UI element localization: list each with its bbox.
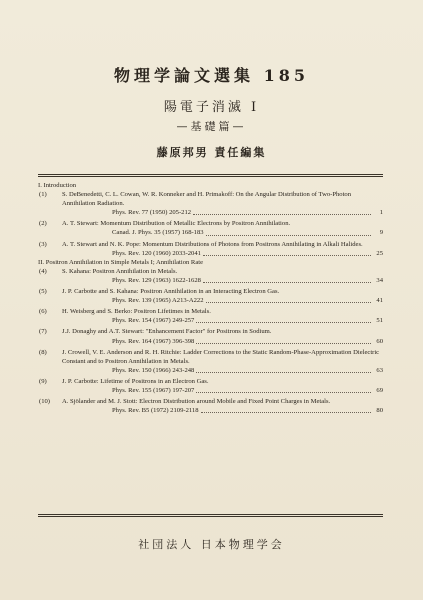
toc-item-text: A. Sjölander and M. J. Stott: Electron Distribution around Mobile and Fixed Point Charges in Metals. <box>62 398 331 406</box>
toc-item-reference-row <box>62 366 383 375</box>
toc-item-reference-row <box>62 386 383 395</box>
toc-item-reference-row <box>62 208 383 217</box>
dot-leader <box>193 208 371 215</box>
toc-item-number: (1) <box>39 191 47 199</box>
toc-item-reference: Phys. Rev. 150 (1966) 243-248 <box>112 366 195 374</box>
publisher-name: 社団法人 日本物理学会 <box>138 538 285 551</box>
bottom-rule <box>38 514 383 515</box>
toc-item-reference: Phys. Rev. B5 (1972) 2109-2118 <box>112 407 199 415</box>
toc-item <box>38 287 383 305</box>
toc-item-number: (3) <box>39 240 47 248</box>
toc-item-page: 9 <box>379 229 383 237</box>
toc-item-reference-row <box>62 337 383 346</box>
toc-item-reference: Phys. Rev. 77 (1950) 205-212 <box>112 209 192 217</box>
toc-item-reference: Canad. J. Phys. 35 (1957) 168-183 <box>112 229 204 237</box>
toc-item <box>38 397 383 415</box>
dot-leader <box>196 316 371 323</box>
editor-line: 藤原邦男 責任編集 <box>156 146 267 159</box>
toc-item <box>38 267 383 285</box>
toc-item-reference: Phys. Rev. 155 (1967) 197-207 <box>112 386 195 394</box>
table-of-contents <box>38 181 383 415</box>
toc-item-page: 41 <box>376 297 383 305</box>
top-rule <box>38 174 383 175</box>
dot-leader <box>203 249 371 256</box>
toc-item-page: 1 <box>379 209 383 217</box>
toc-item-reference-row <box>62 249 383 258</box>
toc-item-reference-row <box>62 228 383 237</box>
toc-item <box>38 348 383 375</box>
dot-leader <box>203 276 371 283</box>
toc-item-text: A. T. Stewart and N. K. Pope: Momentum Distributions of Photons from Positrons Annihilating in Alkali Halides. <box>62 240 363 248</box>
toc-item-text: J. P. Carbotte and S. Kahana: Positron Annihilation in an Interacting Electron Gas. <box>62 288 280 296</box>
toc-item <box>38 307 383 325</box>
toc-item-reference-row <box>62 296 383 305</box>
toc-item-reference-row <box>62 316 383 325</box>
series-title: 物理学論文選集 185 <box>114 66 309 85</box>
toc-item-number: (5) <box>39 288 47 296</box>
toc-item <box>38 377 383 395</box>
toc-item-text: S. Kahana: Positron Annihilation in Metals. <box>62 267 178 275</box>
toc-item-number: (2) <box>39 220 47 228</box>
toc-item-reference-row <box>62 406 383 415</box>
toc-section: I. Introduction <box>38 182 77 189</box>
toc-item-text: J. Crowell, V. E. Anderson and R. H. Ritchie: Ladder Corrections to the Static Random-Phase-Approximation Dielectric Constant and to Positron Annihilation in Metals. <box>62 348 380 365</box>
toc-item-reference: Phys. Rev. 129 (1963) 1622-1628 <box>112 276 201 284</box>
volume-subtitle: —基礎篇— <box>176 120 247 133</box>
toc-item-reference-row <box>62 276 383 285</box>
dot-leader <box>196 337 371 344</box>
dot-leader <box>201 406 371 413</box>
toc-item-text: J.J. Donaghy and A.T. Stewart: "Enhancement Factor" for Positrons in Sodium. <box>62 328 272 336</box>
toc-item <box>38 190 383 217</box>
toc-item-number: (7) <box>39 328 47 336</box>
toc-item-number: (6) <box>39 308 47 316</box>
toc-item-number: (10) <box>39 398 50 406</box>
toc-item-reference: Phys. Rev. 120 (1960) 2033-2041 <box>112 249 201 257</box>
toc-item-page: 80 <box>376 407 383 415</box>
bottom-rule-thin <box>38 516 383 517</box>
top-rule-thin <box>38 176 383 177</box>
dot-leader <box>206 296 371 303</box>
toc-item-page: 34 <box>376 276 383 284</box>
toc-item <box>38 240 383 258</box>
toc-item-text: J. P. Carbotte: Lifetime of Positrons in an Electron Gas. <box>62 377 209 385</box>
volume-title: 陽電子消滅 I <box>163 100 260 115</box>
toc-item <box>38 219 383 237</box>
toc-item-reference: Phys. Rev. 154 (1967) 249-257 <box>112 317 195 325</box>
toc-item-number: (8) <box>39 348 47 356</box>
toc-item-page: 60 <box>376 337 383 345</box>
toc-item-text: H. Weisberg and S. Berko: Positron Lifetimes in Metals. <box>62 308 211 316</box>
toc-item-text: A. T. Stewart: Momentum Distribution of Metallic Electrons by Positron Annihilation. <box>62 220 291 228</box>
toc-item-number: (4) <box>39 267 47 275</box>
toc-item-text: S. DeBenedetti, C. L. Cowan, W. R. Konneker and H. Primakoff: On the Angular Distribution of Two-Photon Annihilation Radiation. <box>62 191 352 208</box>
dot-leader <box>196 366 371 373</box>
toc-section: II. Positron Annihilation in Simple Metals I; Annihilation Rate <box>38 258 204 266</box>
dot-leader <box>206 228 371 235</box>
toc-item-number: (9) <box>39 377 47 385</box>
toc-item-page: 51 <box>376 317 383 325</box>
toc-item <box>38 327 383 345</box>
dot-leader <box>196 386 371 393</box>
toc-item-reference: Phys. Rev. 164 (1967) 396-398 <box>112 337 195 345</box>
toc-item-reference: Phys. Rev. 139 (1965) A213-A222 <box>112 297 204 305</box>
toc-item-page: 25 <box>376 249 383 257</box>
toc-item-page: 63 <box>376 366 383 374</box>
toc-item-page: 69 <box>376 386 383 394</box>
